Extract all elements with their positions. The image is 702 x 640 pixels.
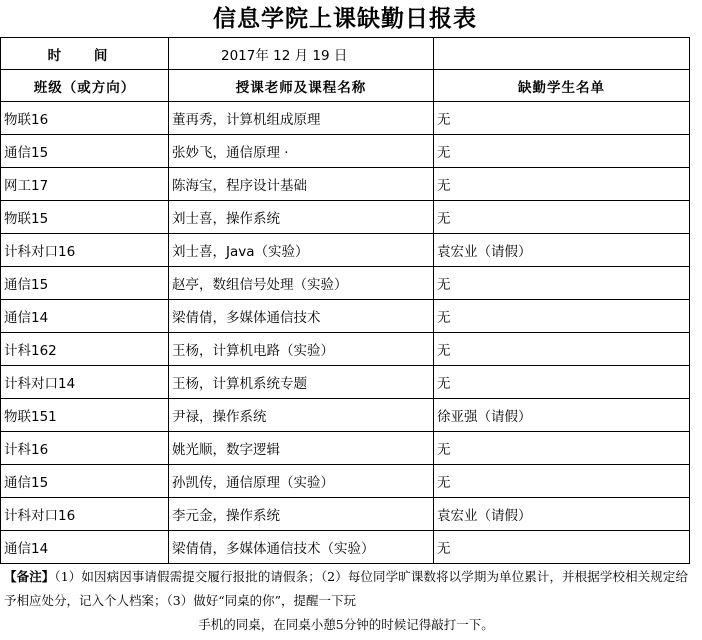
class-cell: 计科对口16 [1, 498, 169, 531]
absent-students-cell: 无 [434, 201, 690, 234]
report-date: 2017年 12 月 19 日 [169, 38, 434, 70]
absent-students-cell: 无 [434, 333, 690, 366]
absent-students-cell: 袁宏业（请假） [434, 498, 690, 531]
class-cell: 通信14 [1, 531, 169, 564]
table-row [1, 135, 690, 168]
remarks-last-line: 手机的同桌，在同桌小憩5分钟的时候记得敲打一下。 [198, 617, 494, 632]
teacher-course-cell: 梁倩倩，多媒体通信技术 [169, 300, 434, 333]
teacher-course-cell: 姚光顺，数字逻辑 [169, 432, 434, 465]
absent-students-cell: 无 [434, 432, 690, 465]
teacher-course-cell: 赵亭，数组信号处理（实验） [169, 267, 434, 300]
column-header-absent-students: 缺勤学生名单 [434, 70, 690, 102]
absent-students-cell: 无 [434, 366, 690, 399]
teacher-course-cell: 李元金，操作系统 [169, 498, 434, 531]
table-row [1, 399, 690, 432]
table-row [1, 366, 690, 399]
table-row [1, 498, 690, 531]
time-label: 时 间 [1, 38, 169, 70]
teacher-course-cell: 梁倩倩，多媒体通信技术（实验） [169, 531, 434, 564]
table-row [1, 168, 690, 201]
class-cell: 通信14 [1, 300, 169, 333]
table-row [1, 102, 690, 135]
attendance-table [0, 37, 690, 564]
date-row [1, 38, 690, 70]
report-title: 信息学院上课缺勤日报表 [213, 5, 477, 32]
column-header-class: 班级（或方向） [1, 70, 169, 102]
teacher-course-cell: 陈海宝，程序设计基础 [169, 168, 434, 201]
header-row [1, 70, 690, 102]
absent-students-cell: 无 [434, 465, 690, 498]
absent-students-cell: 无 [434, 102, 690, 135]
remarks-text: （1）如因病因事请假需提交履行报批的请假条；（2）每位同学旷课数将以学期为单位累计，并根据学校相关规定给予相应处分，记入个人档案；（3）做好“同桌的你”，提醒一下玩 [4, 569, 688, 608]
absent-students-cell: 袁宏业（请假） [434, 234, 690, 267]
teacher-course-cell: 张妙飞，通信原理 · [169, 135, 434, 168]
table-row [1, 234, 690, 267]
class-cell: 通信15 [1, 465, 169, 498]
table-row [1, 531, 690, 564]
class-cell: 通信15 [1, 135, 169, 168]
table-row [1, 465, 690, 498]
absent-students-cell: 无 [434, 531, 690, 564]
column-header-teacher-course: 授课老师及课程名称 [169, 70, 434, 102]
class-cell: 通信15 [1, 267, 169, 300]
teacher-course-cell: 董再秀，计算机组成原理 [169, 102, 434, 135]
class-cell: 计科16 [1, 432, 169, 465]
remarks-mark: 【备注】 [4, 569, 55, 584]
table-row [1, 300, 690, 333]
teacher-course-cell: 王杨，计算机系统专题 [169, 366, 434, 399]
table-row [1, 333, 690, 366]
teacher-course-cell: 刘士喜，Java（实验） [169, 234, 434, 267]
class-cell: 物联151 [1, 399, 169, 432]
class-cell: 计科对口16 [1, 234, 169, 267]
class-cell: 物联16 [1, 102, 169, 135]
class-cell: 物联15 [1, 201, 169, 234]
teacher-course-cell: 王杨，计算机电路（实验） [169, 333, 434, 366]
class-cell: 计科162 [1, 333, 169, 366]
absent-students-cell: 无 [434, 168, 690, 201]
remarks-note [4, 565, 688, 637]
table-row [1, 432, 690, 465]
date-row-blank [434, 38, 690, 70]
teacher-course-cell: 孙凯传，通信原理（实验） [169, 465, 434, 498]
absent-students-cell: 无 [434, 135, 690, 168]
absent-students-cell: 无 [434, 300, 690, 333]
class-cell: 网工17 [1, 168, 169, 201]
absent-students-cell: 徐亚强（请假） [434, 399, 690, 432]
table-row [1, 201, 690, 234]
teacher-course-cell: 尹禄，操作系统 [169, 399, 434, 432]
absent-students-cell: 无 [434, 267, 690, 300]
table-row [1, 267, 690, 300]
class-cell: 计科对口14 [1, 366, 169, 399]
teacher-course-cell: 刘士喜，操作系统 [169, 201, 434, 234]
